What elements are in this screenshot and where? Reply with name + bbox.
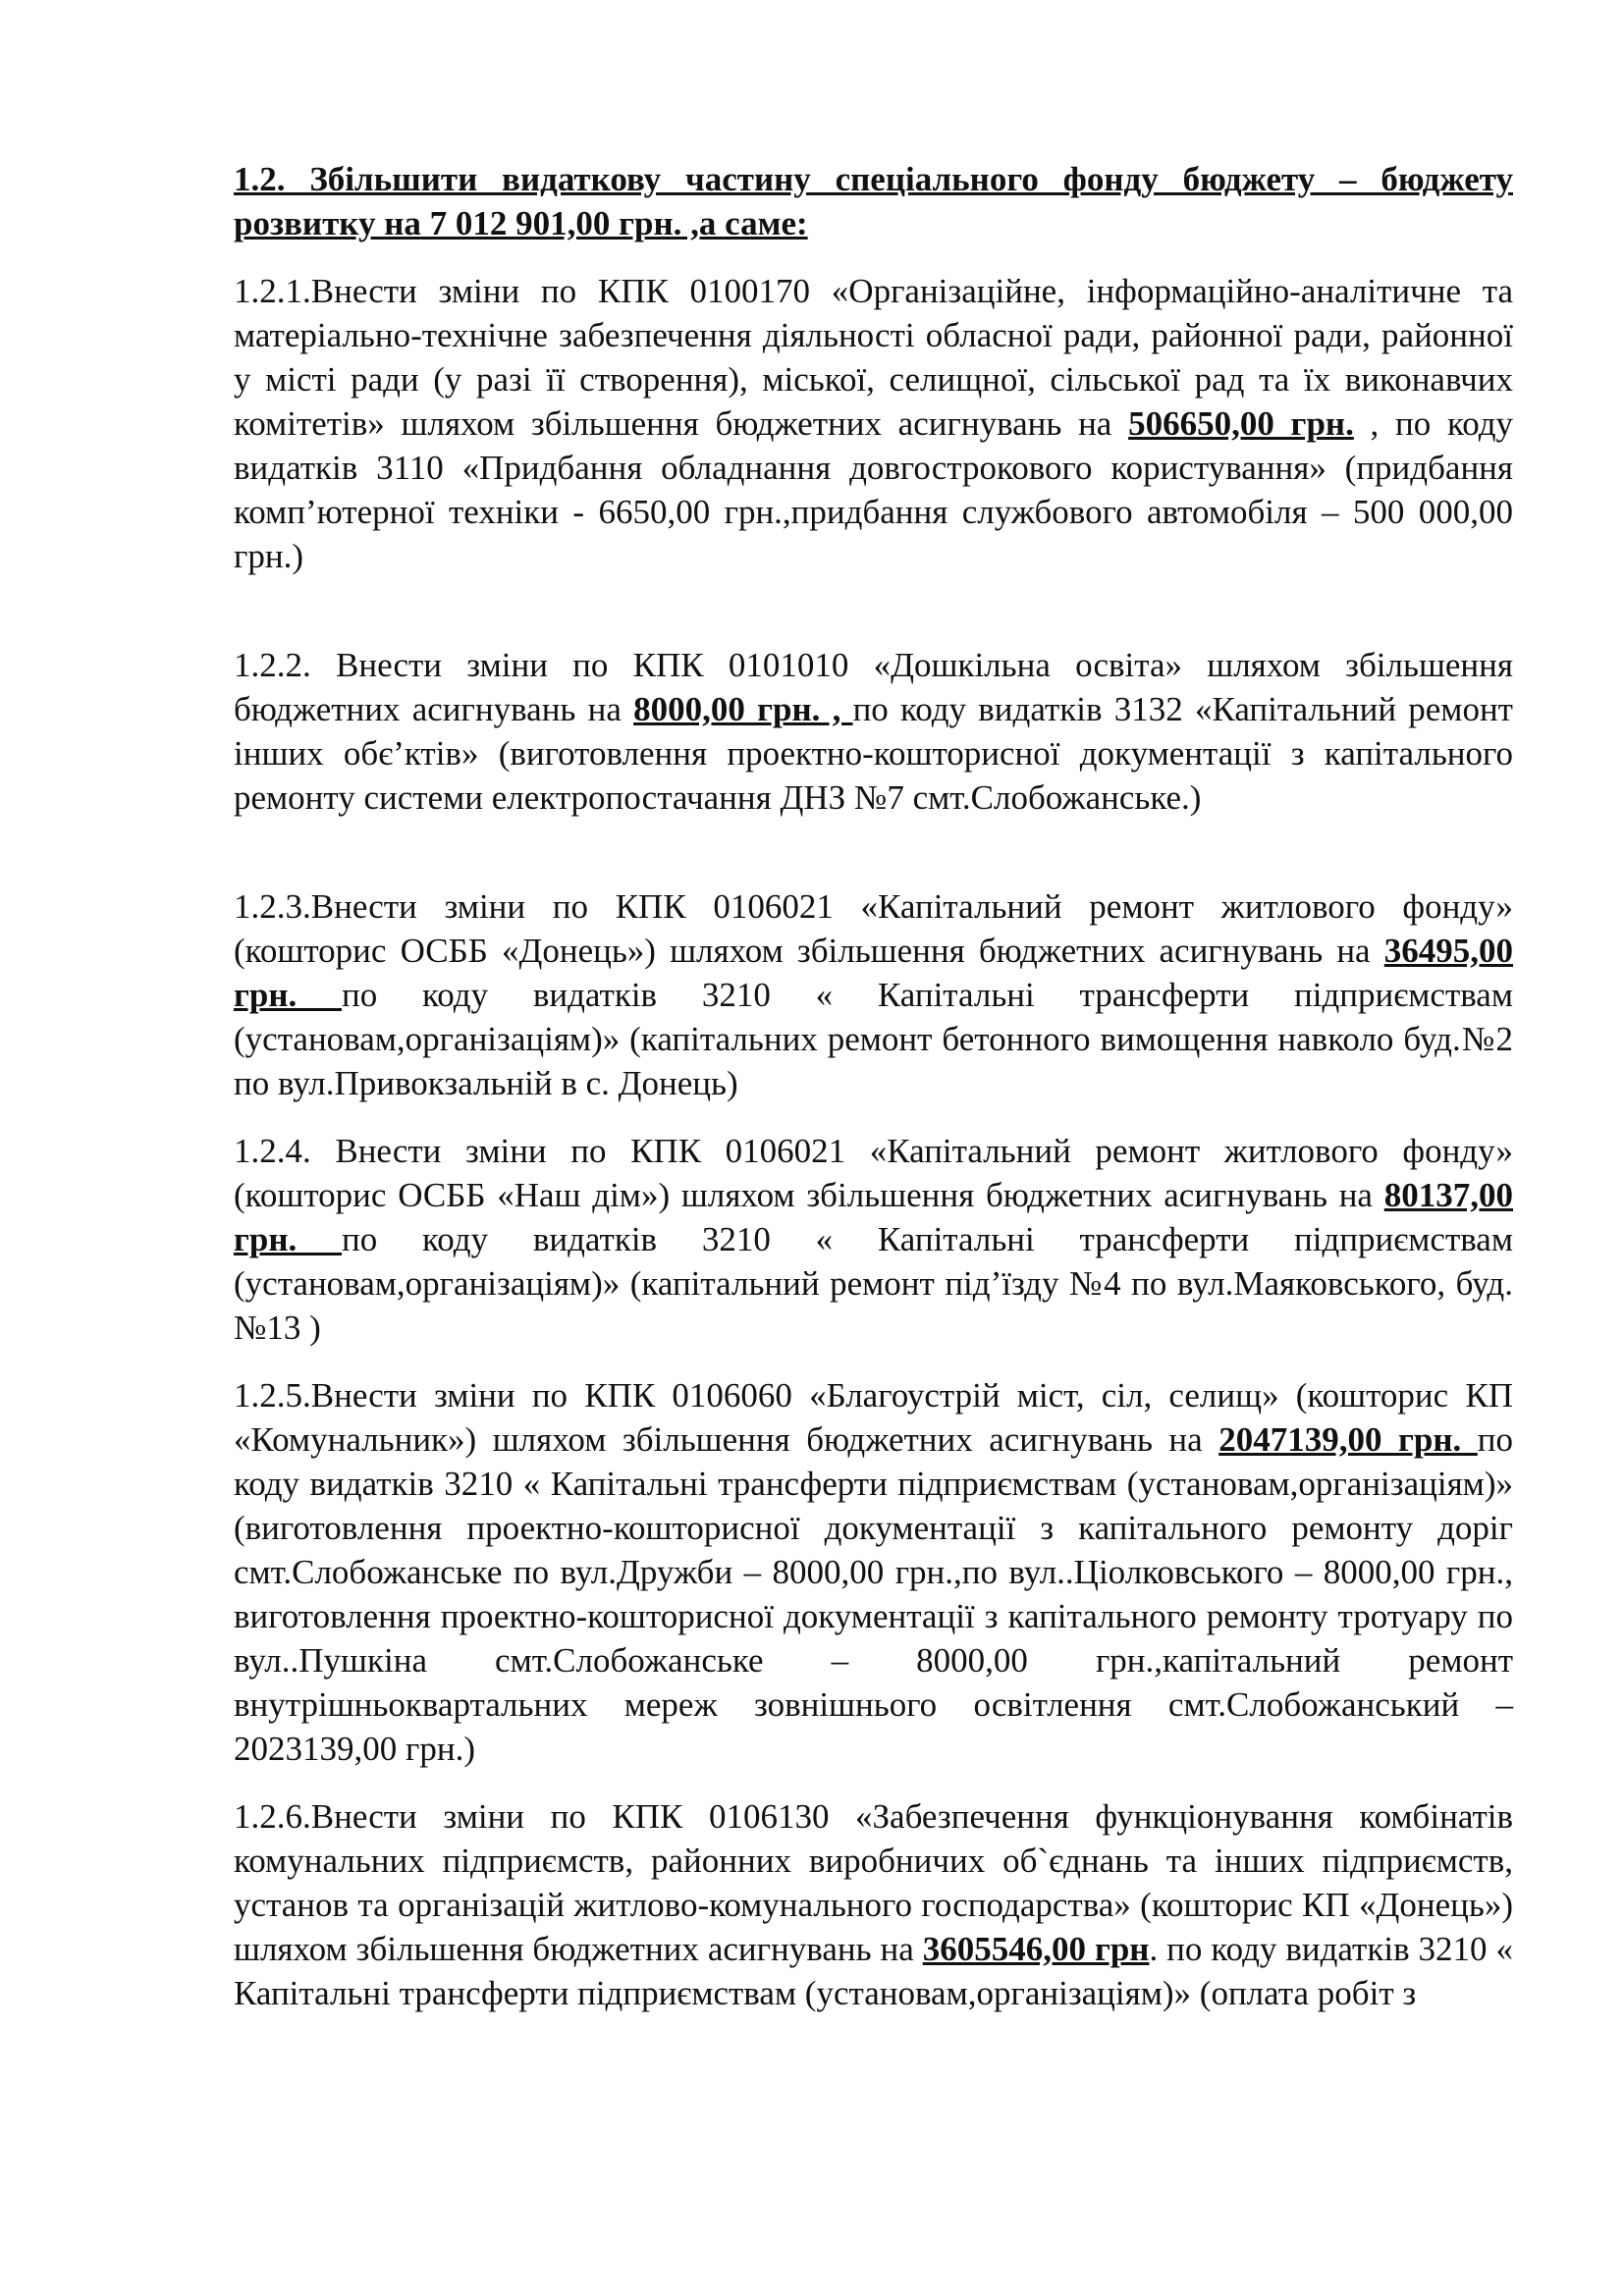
- paragraph-text: 1.2.5.Внести зміни по КПК 0106060 «Благоустрій міст, сіл, селищ» (кошторис КП «Комунальник») шляхом збільшення бюджетних асигнувань на: [234, 1376, 1513, 1459]
- paragraph-1-2-4: [234, 1129, 1513, 1350]
- paragraph-text: 1.2.1.Внести зміни по КПК 0100170 «Організаційне, інформаційно-аналітичне та матеріально-технічне забезпечення діяльності обласної ради, районної ради, районної у місті ради (у разі її створення), міської, селищної, сільської рад та їх виконавчих комітетів» шляхом збільшення бюджетних асигнувань на: [234, 272, 1513, 443]
- paragraph-text: по коду видатків 3210 « Капітальні трансферти підприємствам (установам,організаціям)» (капітальний ремонт під’їзду №4 по вул.Маяковського, буд.№13 ): [234, 1220, 1513, 1347]
- paragraph-text: 1.2.3.Внести зміни по КПК 0106021 «Капітальний ремонт житлового фонду» (кошторис ОСББ «Донець») шляхом збільшення бюджетних асигнувань на: [234, 887, 1513, 970]
- allocation-amount: 80137,00 грн.: [234, 1176, 1513, 1258]
- section-heading: [234, 157, 1513, 245]
- paragraph-1-2-2: [234, 643, 1513, 820]
- allocation-amount: 36495,00 грн.: [234, 932, 1513, 1014]
- allocation-amount: 3605546,00 грн: [922, 1930, 1150, 1968]
- paragraph-text: . по коду видатків 3210 « Капітальні трансферти підприємствам (установам,організаціям)» (оплата робіт з: [234, 1930, 1514, 2012]
- document-body: [234, 157, 1513, 2015]
- paragraph-text: 1.2.6.Внести зміни по КПК 0106130 «Забезпечення функціонування комбінатів комунальних підприємств, районних виробничих об`єднань та інших підприємств, установ та організацій житлово-комунального господарства» (кошторис КП «Донець») шляхом збільшення бюджетних асигнувань на: [234, 1797, 1513, 1968]
- allocation-amount: 8000,00 грн. ,: [633, 690, 853, 728]
- paragraph-text: 1.2.2. Внести зміни по КПК 0101010 «Дошкільна освіта» шляхом збільшення бюджетних асигнувань на: [234, 646, 1513, 728]
- paragraph-text: по коду видатків 3132 «Капітальний ремонт інших обє’ктів» (виготовлення проектно-кошторисної документації з капітального ремонту системи електропостачання ДНЗ №7 смт.Слобожанське.): [234, 690, 1513, 817]
- section-heading-amount: 7 012 901,00 грн.: [420, 204, 682, 242]
- section-heading-tail: ,а саме:: [681, 204, 808, 242]
- paragraph-text: по коду видатків 3210 « Капітальні трансферти підприємствам (установам,організаціям)» (виготовлення проектно-кошторисної документації з капітального ремонту доріг смт.Слобожанське по вул.Дружби – 8000,00 грн.,по вул..Ціолковського – 8000,00 грн., виготовлення проектно-кошторисної документації з капітального ремонту тротуару по вул..Пушкіна смт.Слобожанське – 8000,00 грн.,капітальний ремонт внутрішньоквартальних мереж зовнішнього освітлення смт.Слобожанський – 2023139,00 грн.): [234, 1420, 1514, 1768]
- paragraph-1-2-3: [234, 884, 1513, 1105]
- allocation-amount: 2047139,00 грн.: [1218, 1420, 1478, 1459]
- paragraph-text: 1.2.4. Внести зміни по КПК 0106021 «Капітальний ремонт житлового фонду» (кошторис ОСББ «Наш дім») шляхом збільшення бюджетних асигнувань на: [234, 1132, 1513, 1214]
- paragraph-text: по коду видатків 3210 « Капітальні трансферти підприємствам (установам,організаціям)» (капітальних ремонт бетонного вимощення навколо буд.№2 по вул.Привокзальній в с. Донець): [234, 976, 1513, 1102]
- paragraph-1-2-5: [234, 1373, 1513, 1771]
- allocation-amount: 506650,00 грн.: [1128, 404, 1354, 443]
- paragraph-text: , по коду видатків 3110 «Придбання обладнання довгострокового користування» (придбання комп’ютерної техніки - 6650,00 грн.,придбання службового автомобіля – 500 000,00 грн.): [234, 404, 1513, 575]
- section-heading-text: 1.2. Збільшити видаткову частину спеціального фонду бюджету – бюджету розвитку на: [234, 160, 1513, 242]
- paragraph-1-2-6: [234, 1794, 1513, 2015]
- paragraph-1-2-1: [234, 269, 1513, 578]
